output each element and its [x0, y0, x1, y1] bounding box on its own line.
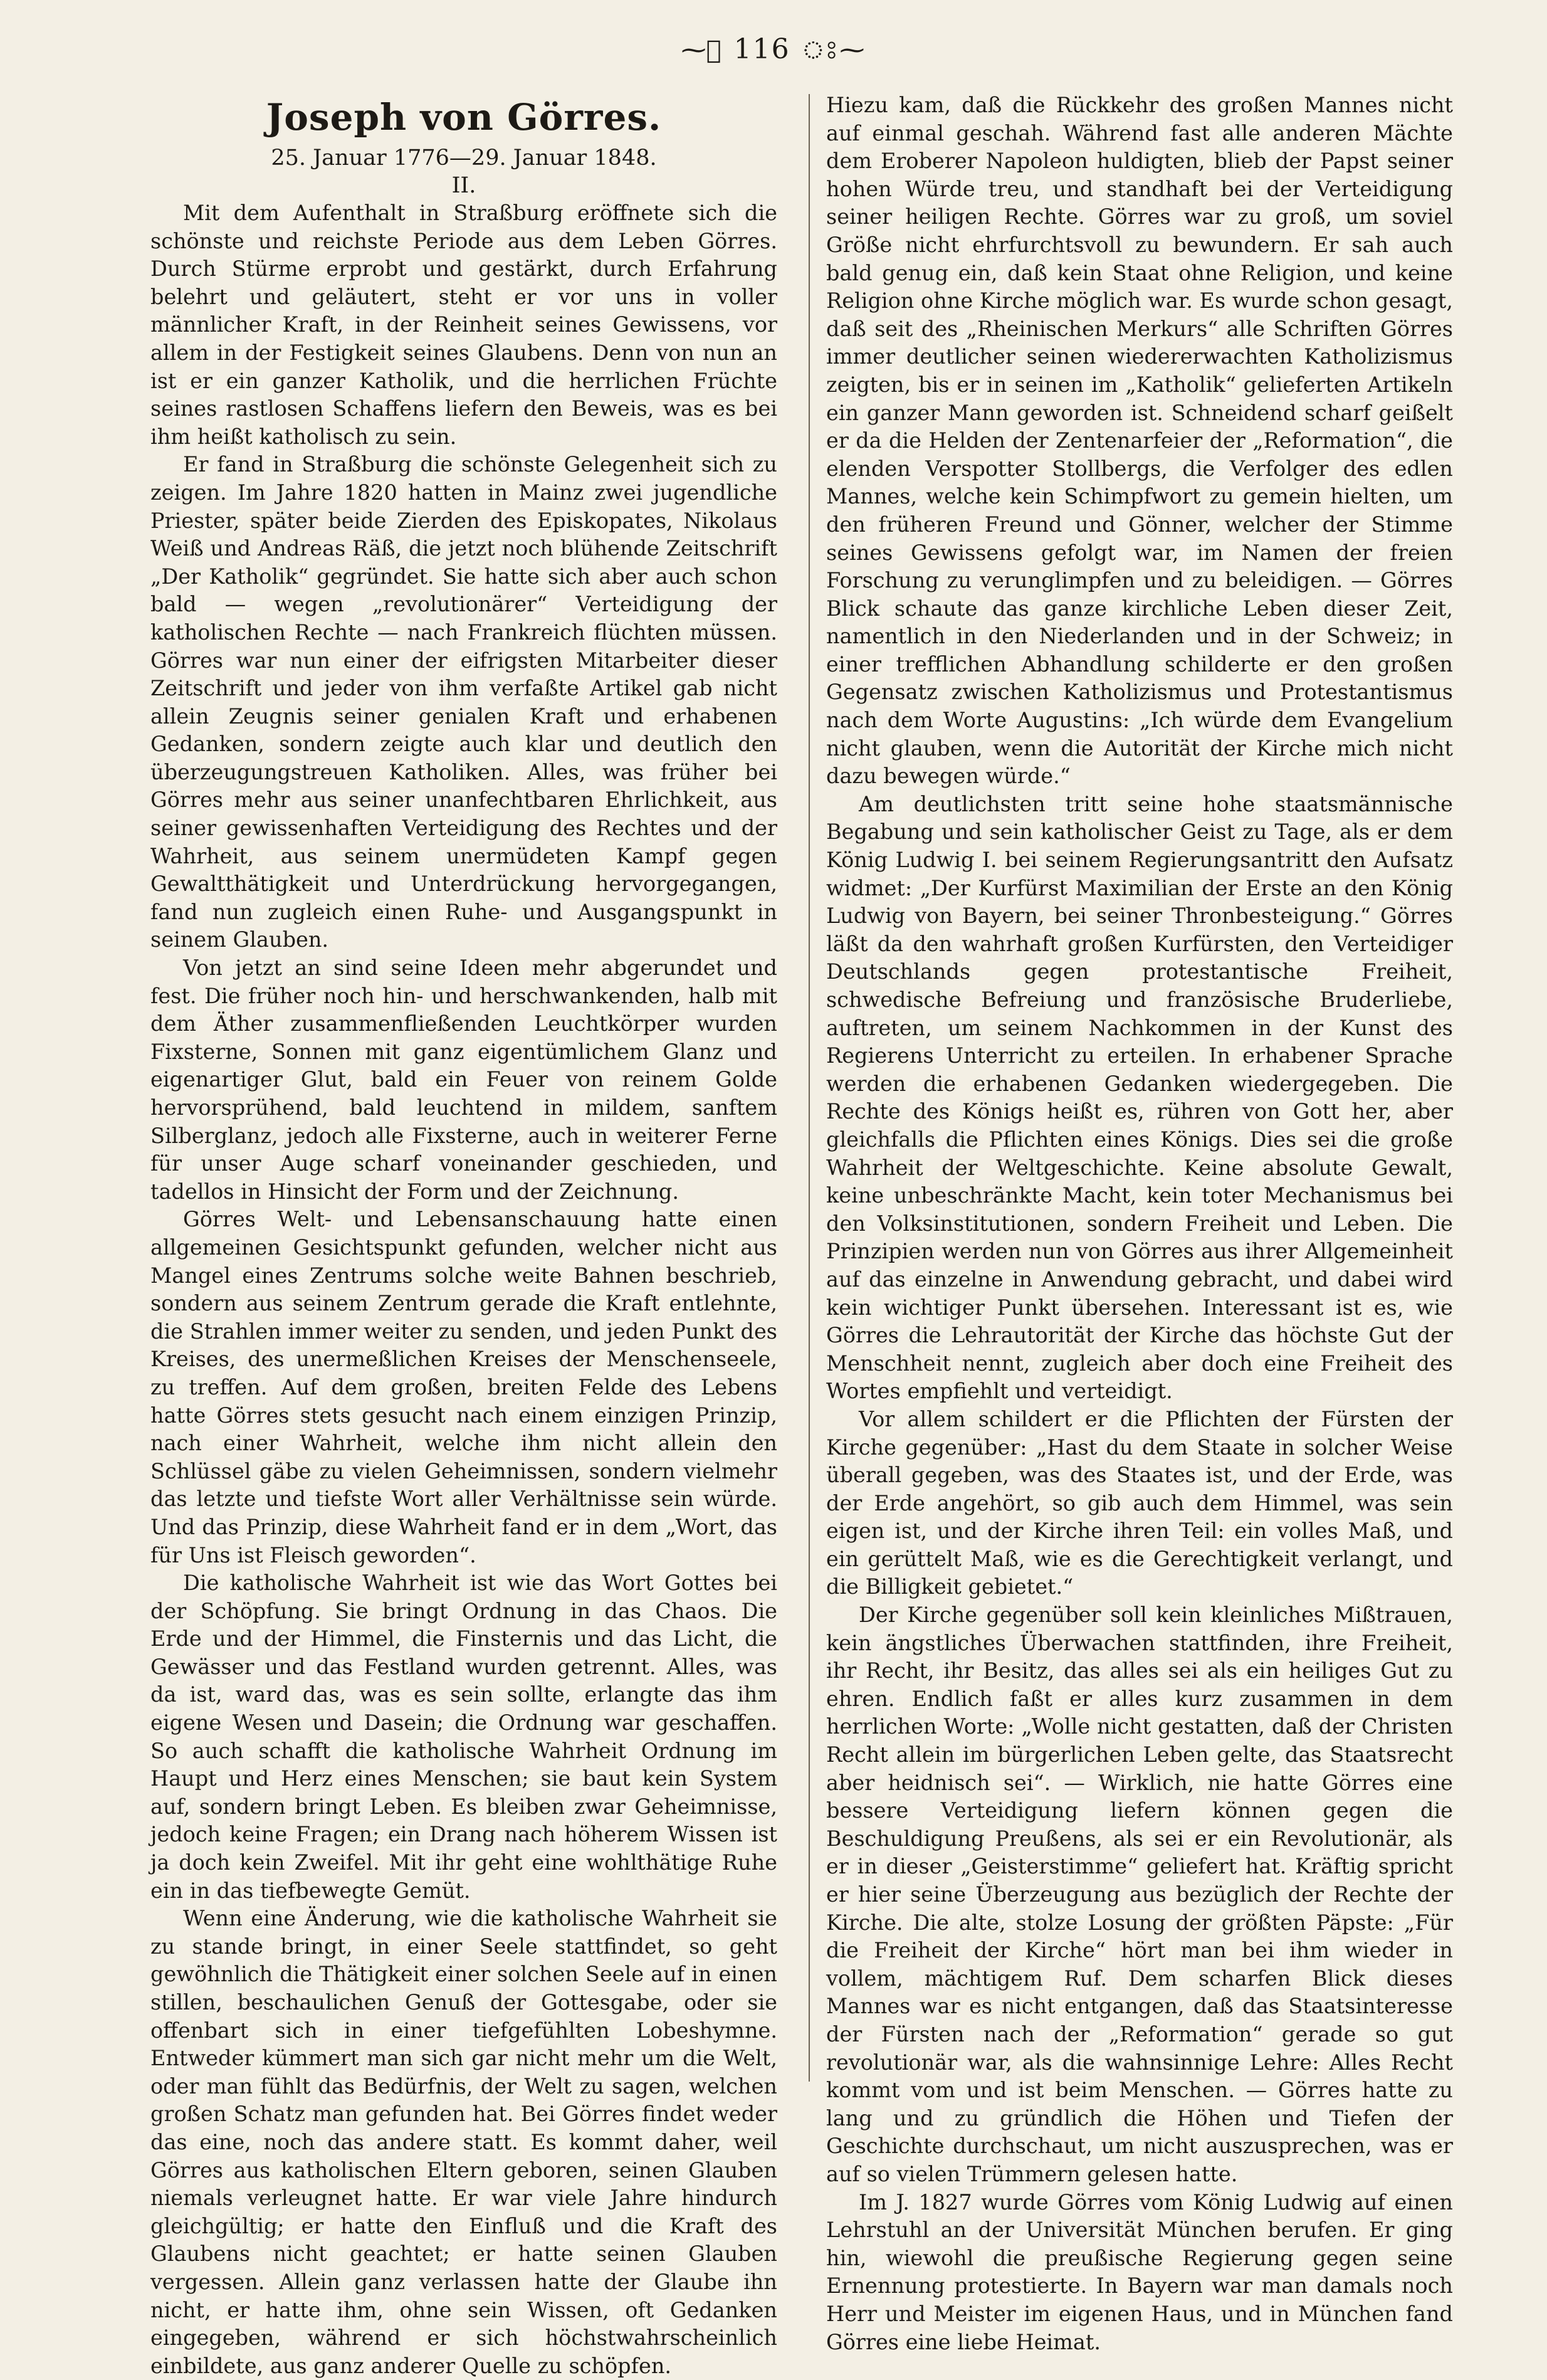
paragraph: Der Kirche gegenüber soll kein kleinliches Mißtrauen, kein ängstliches Überwachen stattfinden, ihre Freiheit, ihr Recht, ihr Besitz, das alles sei als ein heiliges Gut zu ehren. Endlich faßt er alles kurz zusammen in dem herrlichen Worte: „Wolle nicht gestatten, daß der Christen Recht allein im bürgerlichen Leben gelte, das Staatsrecht aber heidnisch sei“. — Wirklich, nie hatte Görres eine bessere Verteidigung liefern können gegen die Beschuldigung Preußens, als sei er ein Revolutionär, als er in dieser „Geisterstimme“ geliefert hat. Kräftig spricht er hier seine Überzeugung aus bezüglich der Rechte der Kirche. Die alte, stolze Losung der größten Päpste: „Für die Freiheit der Kirche“ hört man bei ihm wieder in vollem, mächtigem Ruf. Dem scharfen Blick dieses Mannes war es nicht entgangen, daß das Staatsinteresse der Fürsten nach der „Reformation“ gerade so gut revolutionär war, als die wahnsinnige Lehre: Alles Recht kommt vom und ist beim Menschen. — Görres hatte zu lang und zu gründlich die Höhen und Tiefen der Geschichte durchschaut, um nicht auszusprechen, was er auf so vielen Trümmern gelesen hatte.: [826, 1603, 1453, 2186]
right-column: [826, 92, 1453, 2356]
left-ornament-icon: ⁓ঃ: [681, 36, 723, 65]
paragraph: Er fand in Straßburg die schönste Gelegenheit sich zu zeigen. Im Jahre 1820 hatten in Mainz zwei jugendliche Priester, später beide Zierden des Episkopates, Nikolaus Weiß und Andreas Räß, die jetzt noch blühende Zeitschrift „Der Katholik“ gegründet. Sie hatte sich aber auch schon bald — wegen „revolutionärer“ Verteidigung der katholischen Rechte — nach Frankreich flüchten müssen. Görres war nun einer der eifrigsten Mitarbeiter dieser Zeitschrift und jeder von ihm verfaßte Artikel gab nicht allein Zeugnis seiner genialen Kraft und erhabenen Gedanken, sondern zeigte auch klar und deutlich den überzeugungstreuen Katholiken. Alles, was früher bei Görres mehr aus seiner unanfechtbaren Ehrlichkeit, aus seiner gewissenhaften Verteidigung des Rechtes und der Wahrheit, aus seinem unermüdeten Kampf gegen Gewaltthätigkeit und Unterdrückung hervorgegangen, fand nun zugleich einen Ruhe- und Ausgangspunkt in seinem Glauben.: [150, 452, 777, 952]
paragraph: Wenn eine Änderung, wie die katholische Wahrheit sie zu stande bringt, in einer Seele stattfindet, so geht gewöhnlich die Thätigkeit einer solchen Seele auf in einen stillen, beschaulichen Genuß der Gottesgabe, oder sie offenbart sich in einer tiefgefühlten Lobeshymne. Entweder kümmert man sich gar nicht mehr um die Welt, oder man fühlt das Bedürfnis, der Welt zu sagen, welchen großen Schatz man gefunden hat. Bei Görres findet weder das eine, noch das andere statt. Es kommt daher, weil Görres aus katholischen Eltern geboren, seinen Glauben niemals verleugnet hatte. Er war viele Jahre hindurch gleichgültig; er hatte den Einfluß und die Kraft des Glaubens nicht geachtet; er hatte seinen Glauben vergessen. Allein ganz verlassen hatte der Glaube ihn nicht, er hatte ihm, ohne sein Wissen, oft Gedanken eingegeben, während er sich höchstwahrscheinlich einbildete, aus ganz anderer Quelle zu schöpfen.: [150, 1906, 777, 2378]
page-header: [0, 30, 1547, 72]
paragraph: Vor allem schildert er die Pflichten der Fürsten der Kirche gegenüber: „Hast du dem Staate in solcher Weise überall gegeben, was des Staates ist, und der Erde, was der Erde angehört, so gib auch dem Himmel, was sein eigen ist, und der Kirche ihren Teil: ein volles Maß, und ein gerüttelt Maß, wie es die Gerechtigkeit verlangt, und die Billigkeit gebietet.“: [826, 1406, 1453, 1599]
article-dates: 25. Januar 1776—29. Januar 1848.: [271, 145, 657, 171]
paragraph: Am deutlichsten tritt seine hohe staatsmännische Begabung und sein katholischer Geist zu Tage, als er dem König Ludwig I. bei seinem Regierungsantritt den Aufsatz widmet: „Der Kurfürst Maximilian der Erste an den König Ludwig von Bayern, bei seiner Thronbesteigung.“ Görres läßt da den wahrhaft großen Kurfürsten, den Verteidiger Deutschlands gegen protestantische Freiheit, schwedische Befreiung und französische Bruderliebe, auftreten, um seinem Nachkommen in der Kunst des Regierens Unterricht zu erteilen. In erhabener Sprache werden die erhabenen Gedanken wiedergegeben. Die Rechte des Königs heißt es, rühren von Gott her, aber gleichfalls die Pflichten eines Königs. Dies sei die große Wahrheit der Weltgeschichte. Keine absolute Gewalt, keine unbeschränkte Macht, kein toter Mechanismus bei den Volksinstitutionen, sondern Freiheit und Leben. Die Prinzipien werden nun von Görres aus ihrer Allgemeinheit auf das einzelne in Anwendung gebracht, und dabei wird kein wichtiger Punkt übersehen. Interessant ist es, wie Görres die Lehrautorität der Kirche das höchste Gut der Menschheit nennt, zugleich aber doch eine Freiheit des Wortes empfiehlt und verteidigt.: [826, 791, 1453, 1404]
page-number: 116: [733, 33, 790, 65]
right-ornament-icon: ঃ⁓: [801, 36, 866, 65]
paragraph: Görres Welt- und Lebensanschauung hatte einen allgemeinen Gesichtspunkt gefunden, welcher nicht aus Mangel eines Zentrums solche weite Bahnen beschrieb, sondern aus seinem Zentrum gerade die Kraft entlehnte, die Strahlen immer weiter zu senden, und jeden Punkt des Kreises, des unermeßlichen Kreises der Menschenseele, zu treffen. Auf dem großen, breiten Felde des Lebens hatte Görres stets gesucht nach einem einzigen Prinzip, nach einer Wahrheit, welche ihm nicht allein den Schlüssel gäbe zu vielen Geheimnissen, sondern vielmehr das letzte und tiefste Wort aller Verhältnisse sein würde. Und das Prinzip, diese Wahrheit fand er in dem „Wort, das für Uns ist Fleisch geworden“.: [150, 1207, 777, 1567]
left-column: [150, 95, 777, 2380]
article-part: II.: [451, 173, 476, 198]
paragraph: Im J. 1827 wurde Görres vom König Ludwig auf einen Lehrstuhl an der Universität München berufen. Er ging hin, wiewohl die preußische Regierung gegen seine Ernennung protestierte. In Bayern war man damals noch Herr und Meister im eigenen Haus, und in München fand Görres eine liebe Heimat.: [826, 2189, 1453, 2354]
paragraph-continued: Hiezu kam, daß die Rückkehr des großen Mannes nicht auf einmal geschah. Während fast alle anderen Mächte dem Eroberer Napoleon huldigten, blieb der Papst seiner hohen Würde treu, und standhaft bei der Verteidigung seiner heiligen Rechte. Görres war zu groß, um soviel Größe nicht ehrfurchtsvoll zu bewundern. Er sah auch bald genug ein, daß kein Staat ohne Religion, und keine Religion ohne Kirche möglich war. Es wurde schon gesagt, daß seit des „Rheinischen Merkurs“ alle Schriften Görres immer deutlicher seinen wiedererwachten Katholizismus zeigten, bis er in seinen im „Katholik“ gelieferten Artikeln ein ganzer Mann geworden ist. Schneidend scharf geißelt er da die Helden der Zentenarfeier der „Reformation“, die elenden Verspotter Stollbergs, die Verfolger des edlen Mannes, welche kein Schimpfwort zu gemein hielten, um den früheren Freund und Gönner, welcher der Stimme seines Gewissens gefolgt war, im Namen der freien Forschung zu verunglimpfen und zu beleidigen. — Görres Blick schaute das ganze kirchliche Leben dieser Zeit, namentlich in den Niederlanden und in der Schweiz; in einer trefflichen Abhandlung schilderte er den großen Gegensatz zwischen Katholizismus und Protestantismus nach dem Worte Augustins: „Ich würde dem Evangelium nicht glauben, wenn die Autorität der Kirche mich nicht dazu bewegen würde.“: [826, 93, 1453, 789]
article-title: Joseph von Görres.: [266, 96, 662, 139]
paragraph: Mit dem Aufenthalt in Straßburg eröffnete sich die schönste und reichste Periode aus dem Leben Görres. Durch Stürme erprobt und gestärkt, durch Erfahrung belehrt und geläutert, steht er vor uns in voller männlicher Kraft, in der Reinheit seines Gewissens, vor allem in der Festigkeit seines Glaubens. Denn von nun an ist er ein ganzer Katholik, und die herrlichen Früchte seines rastlosen Schaffens liefern den Beweis, was es bei ihm heißt katholisch zu sein.: [150, 201, 777, 449]
column-divider: [809, 94, 810, 2082]
paragraph: Von jetzt an sind seine Ideen mehr abgerundet und fest. Die früher noch hin- und herschwankenden, halb mit dem Äther zusammenfließenden Leuchtkörper wurden Fixsterne, Sonnen mit ganz eigentümlichem Glanz und eigenartiger Glut, bald ein Feuer von reinem Golde hervorsprühend, bald leuchtend in mildem, sanftem Silberglanz, jedoch alle Fixsterne, auch in weiterer Ferne für unser Auge scharf voneinander geschieden, und tadellos in Hinsicht der Form und der Zeichnung.: [150, 956, 777, 1204]
paragraph: Die katholische Wahrheit ist wie das Wort Gottes bei der Schöpfung. Sie bringt Ordnung in das Chaos. Die Erde und der Himmel, die Finsternis und das Licht, die Gewässer und das Festland wurden getrennt. Alles, was da ist, ward das, was es sein sollte, erlangte das ihm eigene Wesen und Dasein; die Ordnung war geschaffen. So auch schafft die katholische Wahrheit Ordnung im Haupt und Herz eines Menschen; sie baut kein System auf, sondern bringt Leben. Es bleiben zwar Geheimnisse, jedoch keine Fragen; ein Drang nach höherem Wissen ist ja doch kein Zweifel. Mit ihr geht eine wohlthätige Ruhe ein in das tiefbewegte Gemüt.: [150, 1571, 777, 1903]
